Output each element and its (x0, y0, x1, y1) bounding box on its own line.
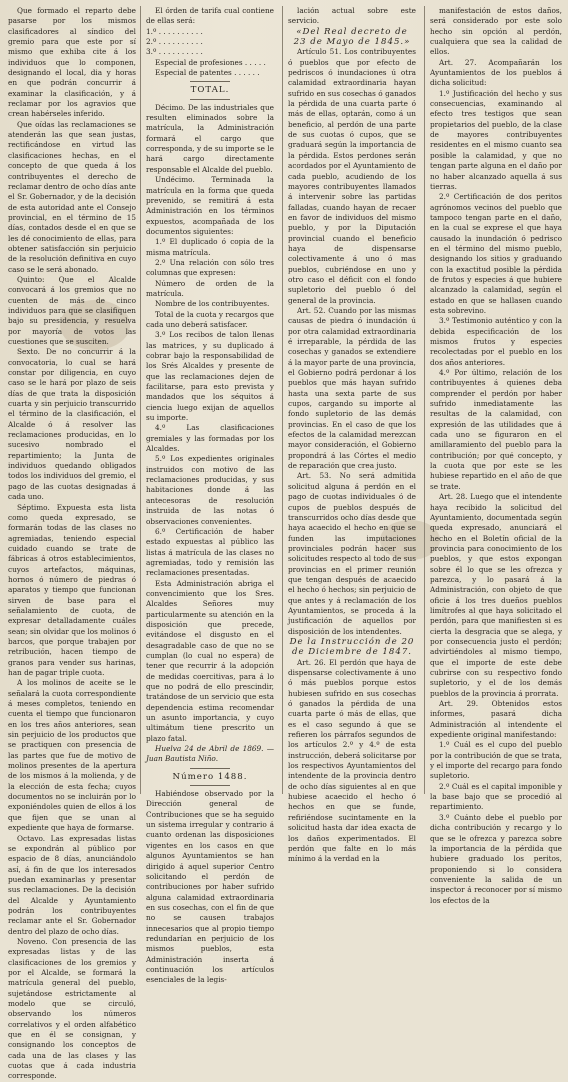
tariff-line: 1.º . . . . . . . . . . (146, 26, 203, 36)
paragraph: 4.º Por último, relación de los contribuyentes á quienes deba comprender el perdón por haber sufrido inmediatamente las resultas de la calamidad, con expresión de las utilidades que á cada uno se figuraron en el amillaramiento del pueblo para la contribución; por qué concepto, y la cuota que por este se les hubiese repartido en el año de que se trate. (430, 368, 562, 491)
text-column-3 (288, 6, 416, 864)
paragraph: Octavo. Las expresadas listas se expondrán al público por espacio de 8 días, anunciándolo así, á fin de que los interesados puedan examinarlas y presentar sus reclamaciones. De la decisión del Alcalde y Ayuntamiento podrán los contribuyentes reclamar ante el Sr. Gobernador dentro del plazo de ocho días. (8, 833, 136, 936)
divider (190, 99, 230, 100)
paragraph: Esta Administración abriga el convencimiento que los Sres. Alcaldes Señores muy particularmente su atención en la disposición que precede, evitándose el disgusto en el desagradable caso de que no se cumplan (lo cual no espera) de tener que recurrir á la adopción de medidas coercitivas, para á lo que no podrá de ello prescindir, tratándose de un servicio que esta dependencia estima recomendar un asunto importancia, y cuyo ultimátum tiene prescrito un plazo fatal. (146, 578, 274, 743)
text-column-2 (146, 6, 274, 985)
paragraph: Sexto. De no concurrir á la convocatoria, lo cual se hará constar por diligencia, en cuyo caso se le hará por plazo de seis días de que trata la disposición cuarta y sin perjuicio transcurrido el término de la clasificación, el Alcalde ó á resolver las reclamaciones producidas, en lo sucesivo nombrado el repartimiento; la Junta de individuos quedando obligados todos los individuos del gremio, el pago de las cuotas designadas á cada uno. (8, 347, 136, 502)
tariff-line: Especial de profesiones . . . . . (155, 57, 266, 67)
paragraph: Que formado el reparto debe pasarse por los mismos clasificadores al síndico del gremio para que este por sí mismo que exhiba cite á los individuos que lo componen, designando el local, dia y horas en que podrán concurrir á examinar la clasificación, y á reclamar por los agravios que crean habérseles inferido. (8, 6, 136, 119)
paragraph: 3.º Cuánto debe el pueblo por dicha contribución y recargo y lo que se le ofrezca y parezca sobre la importancia de la pérdida que hubiere graduado los peritos, proponiendo si lo considera conveniente la salida de un inspector á reconocer por sí mismo los efectos de la (430, 812, 562, 905)
paragraph: 2.º Cuál es el capital imponible y la base bajo que se procedió al repartimiento. (430, 781, 562, 812)
paragraph: 4.º Las clasificaciones gremiales y las formadas por los Alcaldes. (146, 423, 274, 454)
paragraph: Artículo 51. Los contribuyentes ó pueblos que por efecto de pedriscos ó inundaciones ú otra calamidad extraordinaria hayan sufrido en sus cosechas ó ganados la pérdida de una cuarta parte ó más de ellas, optarán, como á un beneficio, al perdón de una parte de sus cuotas ó cupos, que se graduará según la importancia de la pérdida. Estos perdones serán acordados por el Ayuntamiento de cada pueblo, acudiendo de los mayores contribuyentes llamados á intervenir sobre las partidas falladas, cuando hayan de recaer en favor de individuos del mismo pueblo, y por la Diputación provincial cuando el beneficio haya de dispensarse colectivamente á uno ó mas pueblos, cubriéndose en uno y otro caso el déficit con el fondo supletorio del pueblo ó del general de la provincia. (288, 47, 416, 305)
text-column-4 (430, 6, 562, 905)
paragraph: Art. 26. El perdón que haya de dispensarse colectivamente á uno ó más pueblos porque estos hubiesen sufrido en sus cosechas ó ganados la pérdida de una cuarta parte ó más de ellas, que es el caso segundo á que se refieren los párrafos segundos de los artículos 2.º y 4.º de esta instrucción, deberá solicitarse por los respectivos Ayuntamientos del intendente de la provincia dentro de ocho días siguientes al en que hubiese acaecido el hecho ó hechos en que se funde, refiriéndose sucintamente en la solicitud hasta dar idea exacta de los daños experimentados. El perdón que falte en lo más mínimo á la verdad en la (288, 657, 416, 864)
instruction-heading: De la Instrucción de 20 de Diciembre de 1847. (289, 636, 415, 658)
total-label: TOTAL. (190, 85, 230, 96)
paragraph: Art. 27. Acompañarán los Ayuntamientos de los pueblos á dicha solicitud: (430, 57, 562, 88)
paragraph: Séptimo. Expuesta esta lista como queda expresado, se formarán todas de las clases no agremiadas, teniendo especial cuidado cuando se trate de fábricas á otros establecimientos, cuyos artefactos, máquinas, hornos ó número de piedras ó aparatos y tiempo que funcionan sirven de base para el señalamiento de cuota, de expresar detalladamente cuáles sean; sin olvidar que los molinos ó barcos, que porque trabajen por retribución, hacen tiempo de granos para vender sus harinas, han de pagar triple cuota. (8, 502, 136, 677)
paragraph: Quinto: Que el Alcalde convocará á los gremios que no cuenten de más de cinco individuos para que se clasifiquen bajo su presidencia, y resuelva por mayoría de votos las cuestiones que se susciten. (8, 274, 136, 346)
tariff-line: 3.º . . . . . . . . . . (146, 47, 203, 57)
divider (190, 81, 230, 82)
paragraph: Que oídas las reclamaciones se atenderán las que sean justas, rectificándose en virtud las clasificaciones hechas, en el concepto de que queda á los contribuyentes el derecho de reclamar dentro de ocho días ante el Sr. Gobernador, y de la decisión de esta autoridad ante el Consejo provincial, en el término de 15 días, contados desde el en que se les dé conocimiento de ellas, para obtener satisfacción sin perjuicio de la resolución definitiva en cuyo caso se le será abonado. (8, 119, 136, 274)
tariff-line: 2.º . . . . . . . . . . (146, 37, 203, 47)
column-rule (140, 6, 141, 794)
paragraph: 2.º Una relación con sólo tres columnas que expresen: (146, 257, 274, 278)
paragraph: Undécimo. Terminada la matrícula en la forma que queda prevenido, se remitirá á esta Administración en los términos expuestos, acompañada de los documentos siguientes: (146, 175, 274, 236)
paragraph: Art. 52. Cuando por las mismas causas de piedra ó inundación ú por otra calamidad extraordinaria é irreparable, la pérdida de las cosechas y ganados se extendiere á la mayor parte de una provincia, el Gobierno podrá perdonar á los pueblos que más hayan sufrido hasta una sexta parte de sus cupos, cargando su importe al fondo supletorio de las demás provincias. En el caso de que los efectos de la calamidad merezcan mayor consideración, el Gobierno propondrá á las Córtes el medio de reparación que crea justo. (288, 305, 416, 471)
decree-heading: «Del Real decreto de 23 de Mayo de 1845.» (293, 26, 411, 48)
paragraph: A los molinos de aceite se le señalará la cuota correspondiente á meses completos, teniendo en cuenta el tiempo que funcionaron en los tres años anteriores, sean sin perjuicio de los productos que se practiquen con presencia de las partes que fue de motivo de molinos presentes de la apertura de los mismos á la molienda, y de la elección de esta fecha; cuyos documentos no se incluirán por lo exponiéndoles quien de ellos á los que fijen que se unan al expediente que haya de formarse. (8, 678, 136, 833)
tariff-intro: El órden de tarifa cual contiene de ellas será: (146, 6, 274, 26)
paragraph: 5.º Los expedientes originales instruidos con motivo de las reclamaciones producidas, y sus habitaciones donde á las antecesoras de resolución instruida de las notas ó observaciones convenientes. (146, 454, 274, 526)
paragraph: Nombre de los contribuyentes. (155, 299, 270, 309)
paragraph: Número de orden de la matrícula. (146, 278, 274, 298)
paragraph: 3.º Testimonio auténtico y con la debida especificación de los mismos frutos y especies recolectadas por el pueblo en los dos años anteriores. (430, 316, 562, 367)
column-rule (424, 6, 425, 794)
paragraph: 1.º Justificación del hecho y sus consecuencias, examinando al efecto tres testigos que sean propietarios del pueblo, de la clase de mayores contribuyentes residentes en el mismo cuanto sea posible la calamidad, y que no tengan parte alguna en el daño por no haber alcanzado aquella á sus tierras. (430, 88, 562, 191)
section-number: Número 1488. (172, 771, 248, 782)
paragraph: 6.º Certificación de haber estado expuestas al público las listas á matrícula de las clases no agremiadas, todo y remisión las reclamaciones presentadas. (146, 526, 274, 578)
paragraph: Noveno. Con presencia de las expresadas listas y de las clasificaciones de los gremios y por el Alcalde, se formará la matrícula general del pueblo, sujetándose estrictamente al modelo que se circuló, observando los números correlativos y el orden alfabético que en él se consignan, y consignando los conceptos de cada una de las clases y las cuotas que á cada industria corresponde. (8, 936, 136, 1081)
paragraph: 1.º El duplicado ó copia de la misma matrícula. (146, 237, 274, 257)
paragraph: 2.º Certificación de dos peritos agrónomos vecinos del pueblo que tampoco tengan parte en el daño, en la cual se exprese el que haya causado la inundación ó pedrisco en el término del mismo pueblo, designando los sitios y graduando con la exactitud posible la pérdida de frutos y especies á que hubiere alcanzado la calamidad, según el estado en que se hallasen cuando esta sobrevino. (430, 192, 562, 315)
signature-line: Huelva 24 de Abril de 1869. — Juan Bautista Niño. (146, 744, 274, 764)
paragraph: Art. 53. No será admitida solicitud alguna á perdón en el pago de cuotas individuales ó de cupos de pueblos después de transcurridos ocho días desde que haya acaecido el hecho en que se funden las imputaciones provinciales podrán hacer sus solicitudes respecto al todo de sus provincias en el primer reunión que tengan después de acaecido el hecho ó hechos; sin perjuicio de que antes y á reclamación de los Ayuntamientos, se proceda á la justificación de aquellos por disposición de los intendentes. (288, 471, 416, 636)
paragraph: Art. 29. Obtenidos estos informes, pasará dicha Administración al intendente el expediente original manifestando: (430, 699, 562, 740)
paragraph: Décimo. De las industriales que resulten eliminados sobre la matrícula, la Administración formará el cargo que corresponda, y de su importe se le hará cargo directamente responsable el Alcalde del pueblo. (146, 102, 274, 174)
paragraph: Habiéndose observado por la Dirección general de Contribuciones que se ha seguido un sistema irregular y contrario á cuanto ordenan las disposiciones vigentes en los casos en que algunos Ayuntamientos se han dirigido á aquel superior Centro solicitando el perdón de contribuciones por haber sufrido alguna calamidad extraordinaria en sus cosechas, con el fin de que no se causen trabajos innecesarios que al propio tiempo redundarían en perjuicio de los mismos pueblos, esta Administración inserta á continuación los artículos esenciales de la legis- (146, 789, 274, 985)
paragraph: 1.º Cuál es el cupo del pueblo por la contribución de que se trata, y el importe del recargo para fondo supletorio. (430, 740, 562, 781)
paragraph: 3.º Los recibos de talon llenas las matrices, y su duplicado á cobrar bajo la responsabilidad de los Srés Alcaldes y presente de que las reclamaciones dejen de facilitarse, para esto prevista y mandados que los séquitos á ciencia luego exijan de aquellos su importe. (146, 330, 274, 423)
column-rule (282, 6, 283, 794)
divider (190, 785, 230, 786)
paragraph: lación actual sobre este servicio. (288, 6, 416, 26)
paragraph: manifestación de estos daños, será considerado por este solo hecho sin opción al perdón, cualquiera que sea la calidad de ellos. (430, 6, 562, 57)
divider (190, 768, 230, 769)
tariff-line: Especial de patentes . . . . . . (155, 68, 260, 78)
paragraph: Art. 28. Luego que el intendente haya recibido la solicitud del Ayuntamiento, documentada según queda expresado, anunciará el hecho en el Boletín oficial de la provincia para conocimiento de los pueblos, y que estos expongan sobre él lo que se les ofrezca y parezca, y lo pasará á la Administración, con objeto de que oficie á los tres dueños pueblos limítrofes al que haya solicitado el perdón, para que manifiesten si es cierta la desgracia que se alega, y por consecuencia justo el perdón; advirtiéndoles al mismo tiempo, que el importe de este debe cubrirse con su respectivo fondo supletorio, y el de los demás pueblos de la provincia á prorrata. (430, 492, 562, 698)
text-column-1 (8, 6, 136, 1081)
paragraph: Total de la cuota y recargos que cada uno deberá satisfacer. (146, 309, 274, 329)
